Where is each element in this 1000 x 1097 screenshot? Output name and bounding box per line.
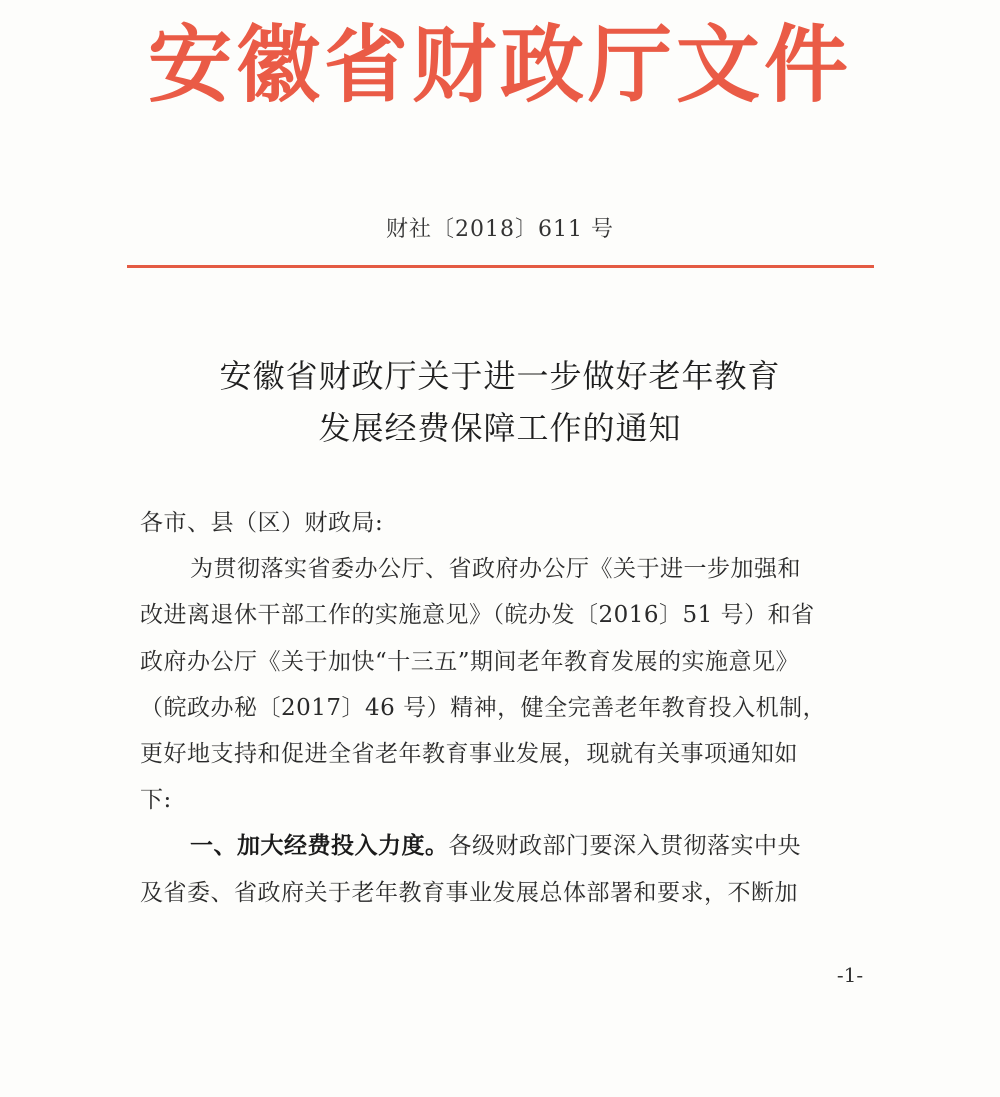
section-1-line: 及省委、省政府关于老年教育事业发展总体部署和要求，不断加	[140, 879, 798, 906]
document-body	[140, 500, 875, 916]
paragraph-1-line: 政府办公厅《关于加快“十三五”期间老年教育发展的实施意见》	[140, 648, 800, 675]
document-title	[0, 350, 1000, 454]
title-line-1: 安徽省财政厅关于进一步做好老年教育	[219, 357, 781, 395]
page-number: -1-	[836, 963, 864, 987]
section-1	[140, 823, 875, 915]
red-separator-line	[127, 265, 874, 268]
title-line-2: 发展经费保障工作的通知	[318, 409, 682, 447]
paragraph-1-line: （皖政办秘〔2017〕46 号）精神，健全完善老年教育投入机制，	[140, 694, 827, 721]
section-1-text: 各级财政部门要深入贯彻落实中央	[448, 833, 801, 860]
paragraph-1	[140, 546, 875, 823]
section-1-line	[140, 823, 875, 869]
paragraph-1-line: 改进离退休干部工作的实施意见》（皖办发〔2016〕51 号）和省	[140, 602, 815, 629]
salutation: 各市、县（区）财政局:	[140, 510, 384, 536]
document-number: 财社〔2018〕611 号	[386, 217, 614, 242]
section-1-heading: 一、加大经费投入力度。	[190, 832, 449, 860]
paragraph-1-line: 为贯彻落实省委办公厅、省政府办公厅《关于进一步加强和	[190, 556, 801, 583]
masthead-title: 安徽省财政厅文件	[147, 15, 852, 114]
paragraph-1-line: 下:	[140, 787, 172, 814]
paragraph-1-line: 更好地支持和促进全省老年教育事业发展，现就有关事项通知如	[140, 740, 798, 767]
